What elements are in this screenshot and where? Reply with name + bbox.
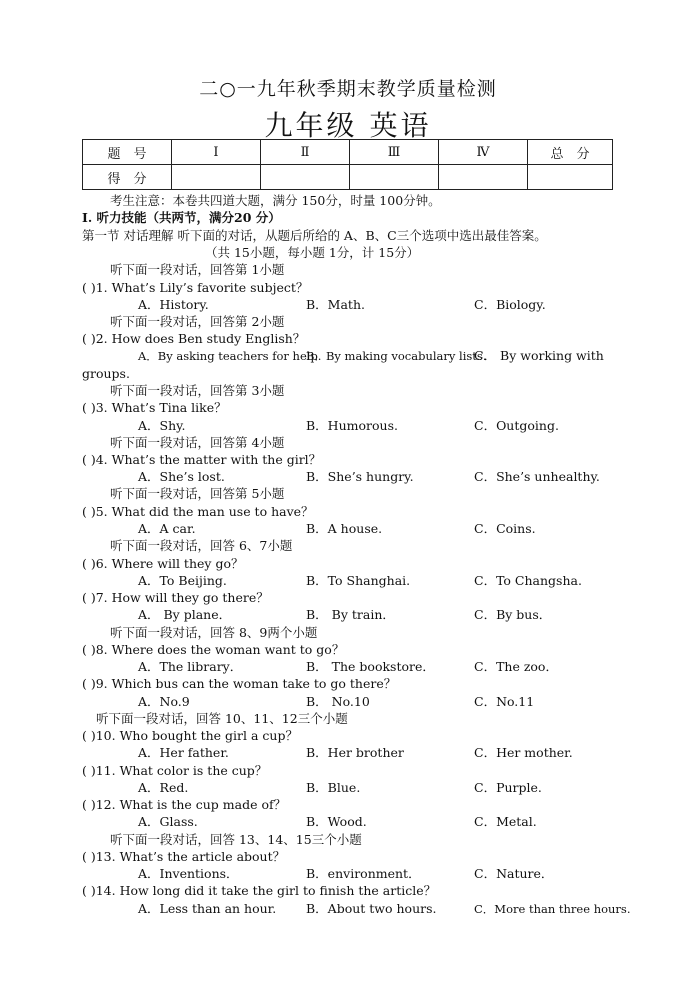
question-4: ( )4. What’s the matter with the girl？ — [82, 452, 322, 467]
option-c: C．To Changsha. — [474, 573, 582, 588]
option-b: B．A house. — [306, 521, 383, 536]
listening-prompt: 听下面一段对话，回答第 4小题 — [110, 435, 285, 450]
option-c: C．By bus． — [474, 607, 552, 622]
option-c: C．More than three hours. — [474, 902, 631, 916]
option-a: A．History. — [138, 297, 209, 312]
score-cell: 题 号 — [83, 140, 172, 165]
score-input-cell[interactable] — [439, 165, 528, 190]
question-13: ( )13. What’s the article about？ — [82, 849, 286, 864]
option-c: C．Coins. — [474, 521, 536, 536]
score-table — [82, 139, 613, 190]
score-cell: Ⅱ — [261, 140, 350, 165]
option-a: A．She’s lost. — [138, 469, 225, 484]
score-table-header-row — [83, 140, 613, 165]
section-heading: I. 听力技能（共两节，满分20 分） — [82, 210, 281, 225]
option-c: C．Purple. — [474, 780, 542, 795]
option-a: A．Shy. — [138, 418, 186, 433]
listening-prompt: 听下面一段对话，回答 6、7小题 — [110, 538, 293, 553]
option-c: C．Outgoing. — [474, 418, 559, 433]
question-11: ( )11. What color is the cup？ — [82, 763, 268, 778]
part-instructions-2: （共 15小题，每小题 1分，计 15分） — [205, 245, 420, 260]
option-a: A．Glass. — [138, 814, 198, 829]
option-b: B． By train． — [306, 607, 395, 622]
question-12: ( )12. What is the cup made of？ — [82, 797, 287, 812]
part-instructions: 第一节 对话理解 听下面的对话，从题后所给的 A、B、C三个选项中选出最佳答案。 — [82, 228, 547, 243]
question-6: ( )6. Where will they go？ — [82, 556, 244, 571]
score-cell: Ⅲ — [350, 140, 439, 165]
question-8: ( )8. Where does the woman want to go？ — [82, 642, 345, 657]
listening-prompt: 听下面一段对话，回答 13、14、15三个小题 — [110, 832, 362, 847]
listening-prompt: 听下面一段对话，回答 8、9两个小题 — [110, 625, 318, 640]
question-1: ( )1. What’s Lily’s favorite subject？ — [82, 280, 309, 295]
option-a: A．A car. — [138, 521, 196, 536]
option-b: B． The bookstore． — [306, 659, 435, 674]
option-a: A．The library． — [138, 659, 243, 674]
score-cell: 总 分 — [528, 140, 613, 165]
option-c: C．Nature． — [474, 866, 554, 881]
listening-prompt: 听下面一段对话，回答第 1小题 — [110, 262, 285, 277]
option-a: A．By asking teachers for help. — [138, 349, 322, 363]
question-3: ( )3. What’s Tina like？ — [82, 400, 227, 415]
question-5: ( )5. What did the man use to have？ — [82, 504, 314, 519]
option-b: B．environment． — [306, 866, 421, 881]
question-14: ( )14. How long did it take the girl to finish the article？ — [82, 883, 437, 898]
option-b: B．By making vocabulary lists. — [306, 349, 487, 363]
question-7: ( )7. How will they go there？ — [82, 590, 269, 605]
option-b: B．Math. — [306, 297, 365, 312]
option-b: B．Humorous. — [306, 418, 398, 433]
score-cell: Ⅳ — [439, 140, 528, 165]
option-c: C．Her mother. — [474, 745, 573, 760]
option-c: C．Biology. — [474, 297, 546, 312]
score-table-score-row — [83, 165, 613, 190]
exam-title: 二○一九年秋季期末教学质量检测 — [199, 78, 497, 100]
option-c: C．No.11 — [474, 694, 535, 709]
option-b: B．Blue. — [306, 780, 361, 795]
question-2: ( )2. How does Ben study English？ — [82, 331, 306, 346]
option-b: B．Wood. — [306, 814, 367, 829]
option-a: A．Red. — [138, 780, 189, 795]
question-10: ( )10. Who bought the girl a cup？ — [82, 728, 298, 743]
listening-prompt: 听下面一段对话，回答第 2小题 — [110, 314, 285, 329]
option-c: C． By working with — [474, 348, 604, 363]
option-b: B．Her brother — [306, 745, 404, 760]
option-b: B． No.10 — [306, 694, 370, 709]
option-a: A．Less than an hour. — [138, 901, 277, 916]
notice-text: 考生注意：本卷共四道大题，满分 150分，时量 100分钟。 — [110, 193, 441, 208]
score-input-cell[interactable] — [350, 165, 439, 190]
question-9: ( )9. Which bus can the woman take to go there？ — [82, 676, 397, 691]
option-a: A．No.9 — [138, 694, 190, 709]
option-a: A．Inventions． — [138, 866, 239, 881]
option-a: A．Her father. — [138, 745, 229, 760]
score-input-cell[interactable] — [528, 165, 613, 190]
score-input-cell[interactable] — [172, 165, 261, 190]
listening-prompt: 听下面一段对话，回答第 3小题 — [110, 383, 285, 398]
score-cell: 得 分 — [83, 165, 172, 190]
option-c: C．The zoo． — [474, 659, 558, 674]
score-cell: Ⅰ — [172, 140, 261, 165]
option-b: B．She’s hungry. — [306, 469, 414, 484]
option-a: A．To Beijing. — [138, 573, 227, 588]
score-input-cell[interactable] — [261, 165, 350, 190]
option-b: B．To Shanghai. — [306, 573, 411, 588]
option-c-wrap: groups. — [82, 366, 130, 381]
option-b: B．About two hours. — [306, 901, 437, 916]
listening-prompt: 听下面一段对话，回答 10、11、12三个小题 — [96, 711, 348, 726]
listening-prompt: 听下面一段对话，回答第 5小题 — [110, 486, 285, 501]
option-a: A． By plane． — [138, 607, 232, 622]
option-c: C．She’s unhealthy. — [474, 469, 600, 484]
option-c: C．Metal. — [474, 814, 537, 829]
subject-title: 九年级 英语 — [264, 109, 432, 142]
